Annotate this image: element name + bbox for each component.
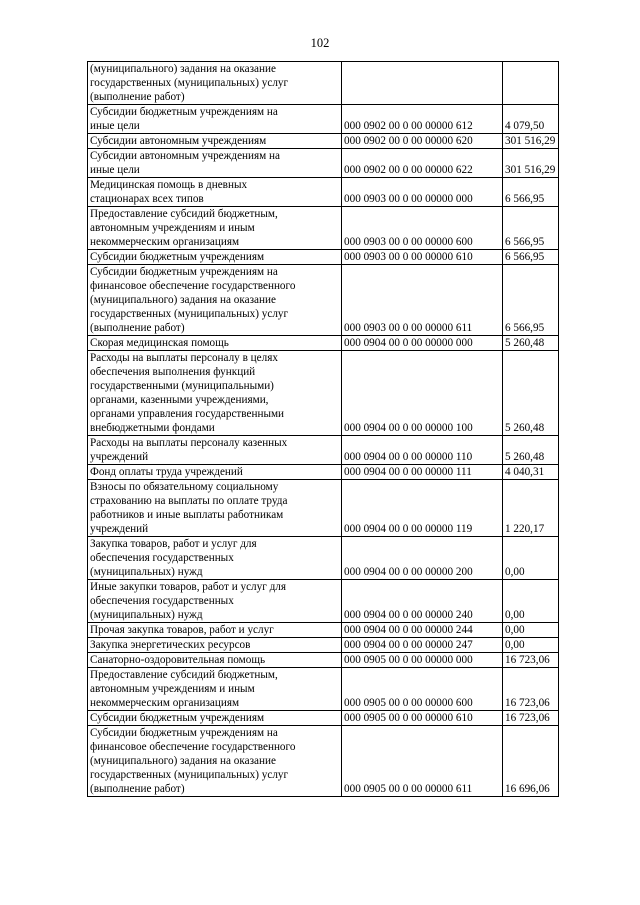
row-description: Предоставление субсидий бюджетным, автономным учреждениям и иным некоммерческим организациям	[88, 207, 342, 250]
row-amount: 16 723,06	[503, 668, 559, 711]
table-row	[88, 207, 559, 250]
row-description: (муниципального) задания на оказание государственных (муниципальных) услуг (выполнение работ)	[88, 62, 342, 105]
row-description: Субсидии бюджетным учреждениям на иные цели	[88, 105, 342, 134]
row-description: Субсидии бюджетным учреждениям на финансовое обеспечение государственного (муниципального) задания на оказание государственных (муниципальных) услуг (выполнение работ)	[88, 726, 342, 797]
row-amount: 16 723,06	[503, 711, 559, 726]
table-row	[88, 436, 559, 465]
row-amount: 16 723,06	[503, 653, 559, 668]
table-row	[88, 62, 559, 105]
row-code: 000 0904 00 0 00 00000 247	[342, 638, 503, 653]
row-description: Прочая закупка товаров, работ и услуг	[88, 623, 342, 638]
row-description: Расходы на выплаты персоналу в целях обеспечения выполнения функций государственными (муниципальными) органами, казенными учреждениями, органами управления государственными внебюджетными фондами	[88, 351, 342, 436]
table-row	[88, 480, 559, 537]
row-description: Фонд оплаты труда учреждений	[88, 465, 342, 480]
row-code: 000 0905 00 0 00 00000 600	[342, 668, 503, 711]
row-amount	[503, 62, 559, 105]
row-description: Субсидии автономным учреждениям	[88, 134, 342, 149]
row-code: 000 0902 00 0 00 00000 620	[342, 134, 503, 149]
row-amount: 6 566,95	[503, 178, 559, 207]
row-amount: 16 696,06	[503, 726, 559, 797]
row-code	[342, 62, 503, 105]
row-description: Закупка энергетических ресурсов	[88, 638, 342, 653]
row-description: Субсидии автономным учреждениям на иные цели	[88, 149, 342, 178]
row-amount: 5 260,48	[503, 436, 559, 465]
row-code: 000 0905 00 0 00 00000 000	[342, 653, 503, 668]
row-code: 000 0902 00 0 00 00000 622	[342, 149, 503, 178]
row-description: Медицинская помощь в дневных стационарах всех типов	[88, 178, 342, 207]
page-number: 102	[310, 36, 330, 50]
budget-table	[87, 61, 559, 797]
row-amount: 301 516,29	[503, 149, 559, 178]
table-row	[88, 638, 559, 653]
table-row	[88, 134, 559, 149]
table-row	[88, 250, 559, 265]
table-row	[88, 105, 559, 134]
table-row	[88, 653, 559, 668]
row-code: 000 0905 00 0 00 00000 611	[342, 726, 503, 797]
row-code: 000 0903 00 0 00 00000 611	[342, 265, 503, 336]
row-amount: 301 516,29	[503, 134, 559, 149]
row-description: Расходы на выплаты персоналу казенных учреждений	[88, 436, 342, 465]
row-amount: 6 566,95	[503, 265, 559, 336]
row-amount: 6 566,95	[503, 250, 559, 265]
row-description: Скорая медицинская помощь	[88, 336, 342, 351]
table-row	[88, 580, 559, 623]
row-description: Взносы по обязательному социальному страхованию на выплаты по оплате труда работников и иные выплаты работникам учреждений	[88, 480, 342, 537]
row-amount: 0,00	[503, 623, 559, 638]
row-code: 000 0905 00 0 00 00000 610	[342, 711, 503, 726]
row-code: 000 0902 00 0 00 00000 612	[342, 105, 503, 134]
row-description: Предоставление субсидий бюджетным, автономным учреждениям и иным некоммерческим организациям	[88, 668, 342, 711]
row-amount: 0,00	[503, 638, 559, 653]
table-row	[88, 149, 559, 178]
table-row	[88, 726, 559, 797]
row-amount: 4 079,50	[503, 105, 559, 134]
row-code: 000 0904 00 0 00 00000 244	[342, 623, 503, 638]
row-description: Субсидии бюджетным учреждениям на финансовое обеспечение государственного (муниципального) задания на оказание государственных (муниципальных) услуг (выполнение работ)	[88, 265, 342, 336]
table-row	[88, 265, 559, 336]
row-code: 000 0904 00 0 00 00000 100	[342, 351, 503, 436]
row-description: Иные закупки товаров, работ и услуг для обеспечения государственных (муниципальных) нужд	[88, 580, 342, 623]
table-row	[88, 178, 559, 207]
row-amount: 0,00	[503, 537, 559, 580]
row-description: Субсидии бюджетным учреждениям	[88, 250, 342, 265]
row-amount: 1 220,17	[503, 480, 559, 537]
row-code: 000 0904 00 0 00 00000 000	[342, 336, 503, 351]
table-row	[88, 668, 559, 711]
table-row	[88, 711, 559, 726]
row-amount: 0,00	[503, 580, 559, 623]
row-description: Субсидии бюджетным учреждениям	[88, 711, 342, 726]
row-code: 000 0903 00 0 00 00000 600	[342, 207, 503, 250]
table-row	[88, 465, 559, 480]
table-row	[88, 351, 559, 436]
row-code: 000 0904 00 0 00 00000 200	[342, 537, 503, 580]
table-row	[88, 336, 559, 351]
row-code: 000 0903 00 0 00 00000 000	[342, 178, 503, 207]
row-code: 000 0904 00 0 00 00000 119	[342, 480, 503, 537]
row-code: 000 0904 00 0 00 00000 110	[342, 436, 503, 465]
row-amount: 6 566,95	[503, 207, 559, 250]
row-amount: 5 260,48	[503, 351, 559, 436]
row-code: 000 0904 00 0 00 00000 111	[342, 465, 503, 480]
row-description: Санаторно-оздоровительная помощь	[88, 653, 342, 668]
table-row	[88, 623, 559, 638]
row-amount: 5 260,48	[503, 336, 559, 351]
row-description: Закупка товаров, работ и услуг для обеспечения государственных (муниципальных) нужд	[88, 537, 342, 580]
row-amount: 4 040,31	[503, 465, 559, 480]
row-code: 000 0904 00 0 00 00000 240	[342, 580, 503, 623]
table-row	[88, 537, 559, 580]
row-code: 000 0903 00 0 00 00000 610	[342, 250, 503, 265]
